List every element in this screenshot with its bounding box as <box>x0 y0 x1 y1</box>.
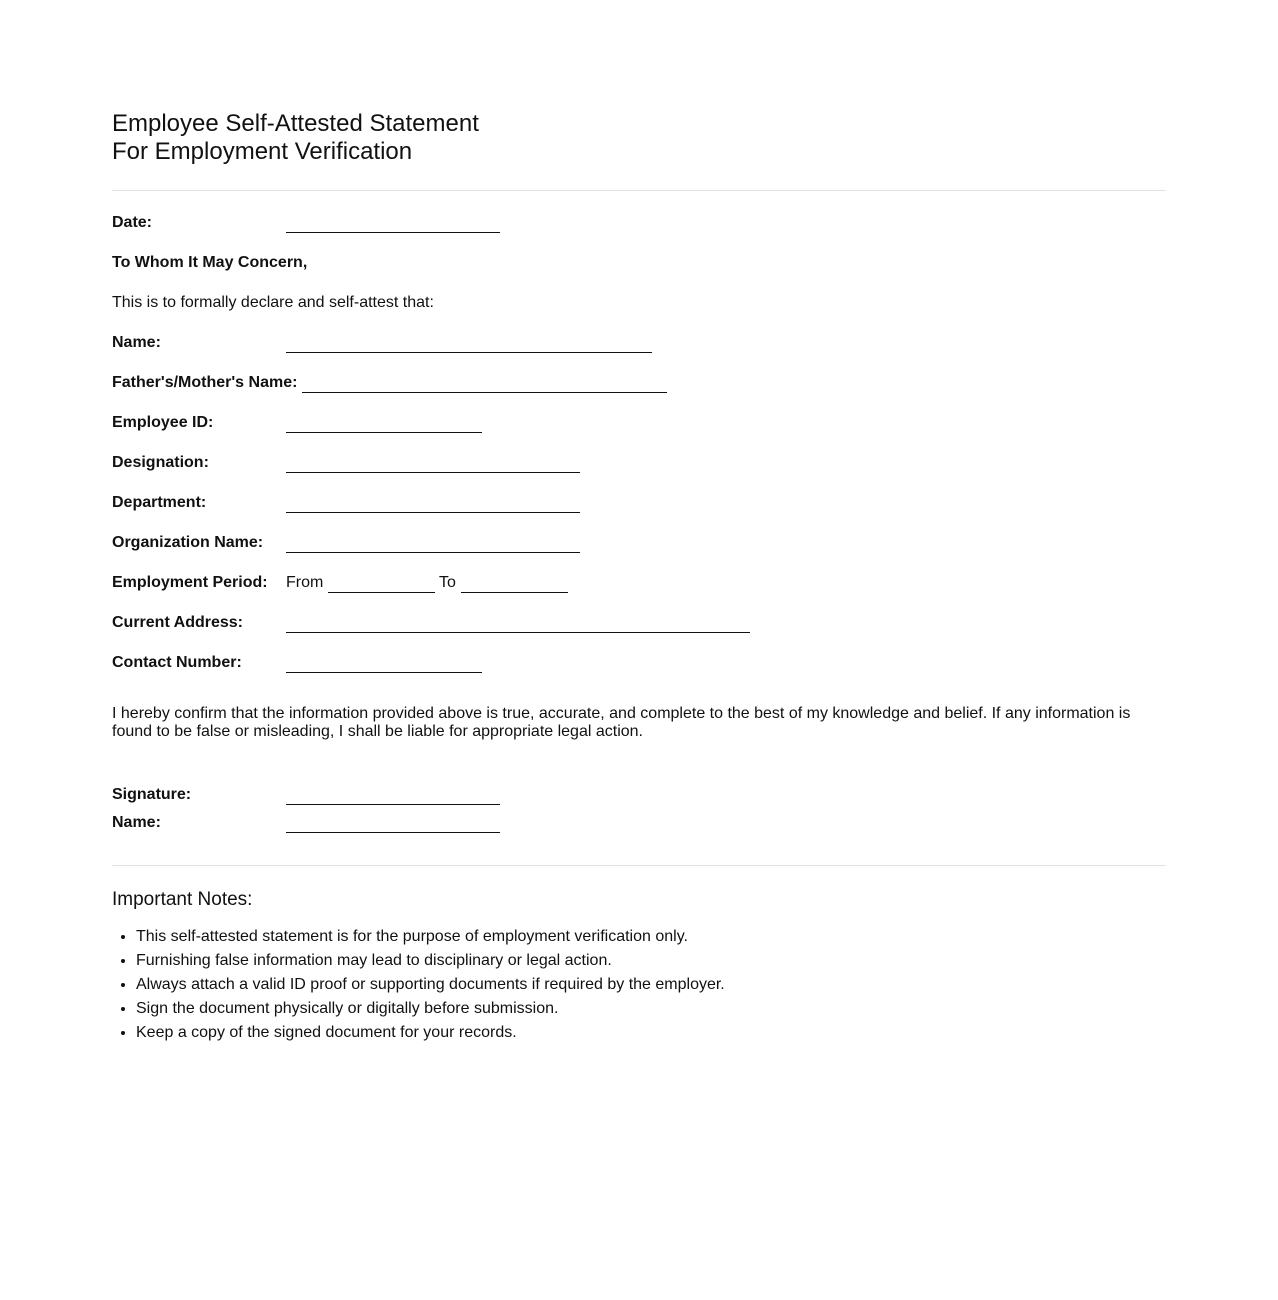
contact-number-blank[interactable] <box>286 672 482 673</box>
parent-name-label: Father's/Mother's Name: <box>112 374 298 391</box>
organization-blank[interactable] <box>286 552 580 553</box>
period-from-label: From <box>286 574 324 591</box>
list-item: • Sign the document physically or digitally before submission. <box>136 997 725 1021</box>
department-blank[interactable] <box>286 512 580 513</box>
current-address-blank[interactable] <box>286 632 750 633</box>
contact-number-label: Contact Number: <box>112 654 242 671</box>
designation-label: Designation: <box>112 454 209 471</box>
list-item: • This self-attested statement is for the purpose of employment verification only. <box>136 925 725 949</box>
title-line-2: For Employment Verification <box>112 138 413 165</box>
signer-name-blank[interactable] <box>286 832 500 833</box>
department-label: Department: <box>112 494 207 511</box>
notes-title: Important Notes: <box>112 889 253 910</box>
period-to-blank[interactable] <box>461 592 568 593</box>
title-line-1: Employee Self-Attested Statement <box>112 110 479 137</box>
signature-label: Signature: <box>112 786 192 803</box>
signature-blank[interactable] <box>286 804 500 805</box>
period-from-blank[interactable] <box>328 592 435 593</box>
date-blank[interactable] <box>286 232 500 233</box>
organization-label: Organization Name: <box>112 534 264 551</box>
notes-divider <box>112 865 1166 866</box>
list-item: • Keep a copy of the signed document for your records. <box>136 1021 725 1045</box>
intro-row <box>112 292 434 314</box>
parent-name-blank[interactable] <box>302 392 667 393</box>
name-blank[interactable] <box>286 352 652 353</box>
date-label: Date: <box>112 214 153 231</box>
intro-text: This is to formally declare and self-attest that: <box>112 294 434 311</box>
employment-period-label: Employment Period: <box>112 574 268 591</box>
name-label: Name: <box>112 334 161 351</box>
designation-blank[interactable] <box>286 472 580 473</box>
list-item: • Always attach a valid ID proof or supporting documents if required by the employer. <box>136 973 725 997</box>
document-title <box>112 110 479 166</box>
header-divider <box>112 190 1166 191</box>
notes-list <box>112 925 725 1045</box>
salutation: To Whom It May Concern, <box>112 254 308 271</box>
employee-id-label: Employee ID: <box>112 414 214 431</box>
current-address-label: Current Address: <box>112 614 243 631</box>
list-item: • Furnishing false information may lead to disciplinary or legal action. <box>136 949 725 973</box>
signer-name-label: Name: <box>112 814 161 831</box>
declaration-text: I hereby confirm that the information provided above is true, accurate, and complete to the best of my knowledge and belief. If any information is found to be false or misleading, I shall be liable for appropriate legal action. <box>112 705 1131 740</box>
period-to-label: To <box>439 574 456 591</box>
employee-id-blank[interactable] <box>286 432 482 433</box>
